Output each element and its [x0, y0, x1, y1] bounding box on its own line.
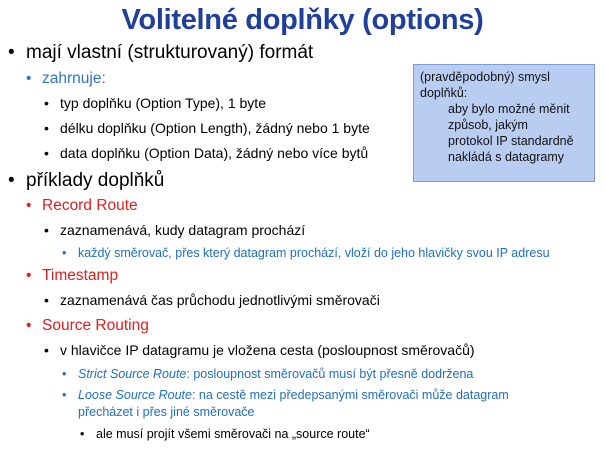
bullet-dot: •	[62, 367, 67, 381]
bullet-dot: •	[62, 388, 67, 402]
bullet-format: mají vlastní (strukturovaný) formát	[26, 42, 314, 63]
bullet-record-route-desc: zaznamenává, kudy datagram prochází	[60, 222, 306, 238]
strict-label: Strict Source Route	[78, 367, 187, 381]
bullet-loose-detail: ale musí projít všemi směrovači na „source route“	[96, 427, 370, 441]
bullet-dot: •	[44, 120, 49, 136]
bullet-timestamp: Timestamp	[42, 267, 119, 284]
bullet-type: typ doplňku (Option Type), 1 byte	[60, 95, 266, 111]
bullet-examples: příklady doplňků	[26, 170, 165, 191]
bullet-loose-cont: přecházet i přes jiné směrovače	[78, 405, 255, 419]
bullet-dot: •	[26, 267, 32, 284]
loose-text: : na cestě mezi předepsanými směrovači může datagram	[191, 388, 509, 402]
note-line-5: protokol IP standardně	[448, 134, 574, 148]
bullet-dot: •	[26, 197, 32, 214]
bullet-strict	[78, 367, 473, 381]
bullet-record-route-detail: každý směrovač, přes který datagram prochází, vloží do jeho hlavičky svou IP adresu	[78, 246, 550, 260]
bullet-timestamp-desc: zaznamenává čas průchodu jednotlivými směrovači	[60, 292, 380, 308]
note-line-4: způsob, jakým	[448, 118, 528, 132]
bullet-dot: •	[62, 246, 67, 260]
note-line-6: nakládá s datagramy	[448, 150, 565, 164]
note-line-1: (pravděpodobný) smysl	[420, 70, 550, 84]
bullet-includes: zahrnuje:	[42, 70, 106, 87]
bullet-dot: •	[8, 170, 15, 191]
bullet-record-route: Record Route	[42, 197, 138, 214]
slide-title: Volitelné doplňky (options)	[121, 4, 484, 36]
bullet-dot: •	[44, 292, 49, 308]
bullet-dot: •	[44, 342, 49, 358]
bullet-loose	[78, 388, 509, 402]
bullet-dot: •	[26, 70, 32, 87]
bullet-dot: •	[8, 42, 15, 63]
bullet-dot: •	[44, 222, 49, 238]
bullet-dot: •	[26, 317, 32, 334]
bullet-length: délku doplňku (Option Length), žádný nebo 1 byte	[60, 120, 370, 136]
bullet-source-routing: Source Routing	[42, 317, 149, 334]
bullet-dot: •	[44, 95, 49, 111]
note-line-2: doplňků:	[420, 86, 468, 100]
loose-label: Loose Source Route	[78, 388, 192, 402]
note-box	[413, 64, 595, 182]
note-line-3: aby bylo možné měnit	[448, 102, 570, 116]
bullet-dot: •	[44, 145, 49, 161]
bullet-source-routing-desc: v hlavičce IP datagramu je vložena cesta (posloupnost směrovačů)	[60, 342, 475, 358]
bullet-data: data doplňku (Option Data), žádný nebo více bytů	[60, 145, 369, 161]
bullet-dot: •	[80, 427, 85, 441]
strict-text: : posloupnost směrovačů musí být přesně dodržena	[186, 367, 474, 381]
